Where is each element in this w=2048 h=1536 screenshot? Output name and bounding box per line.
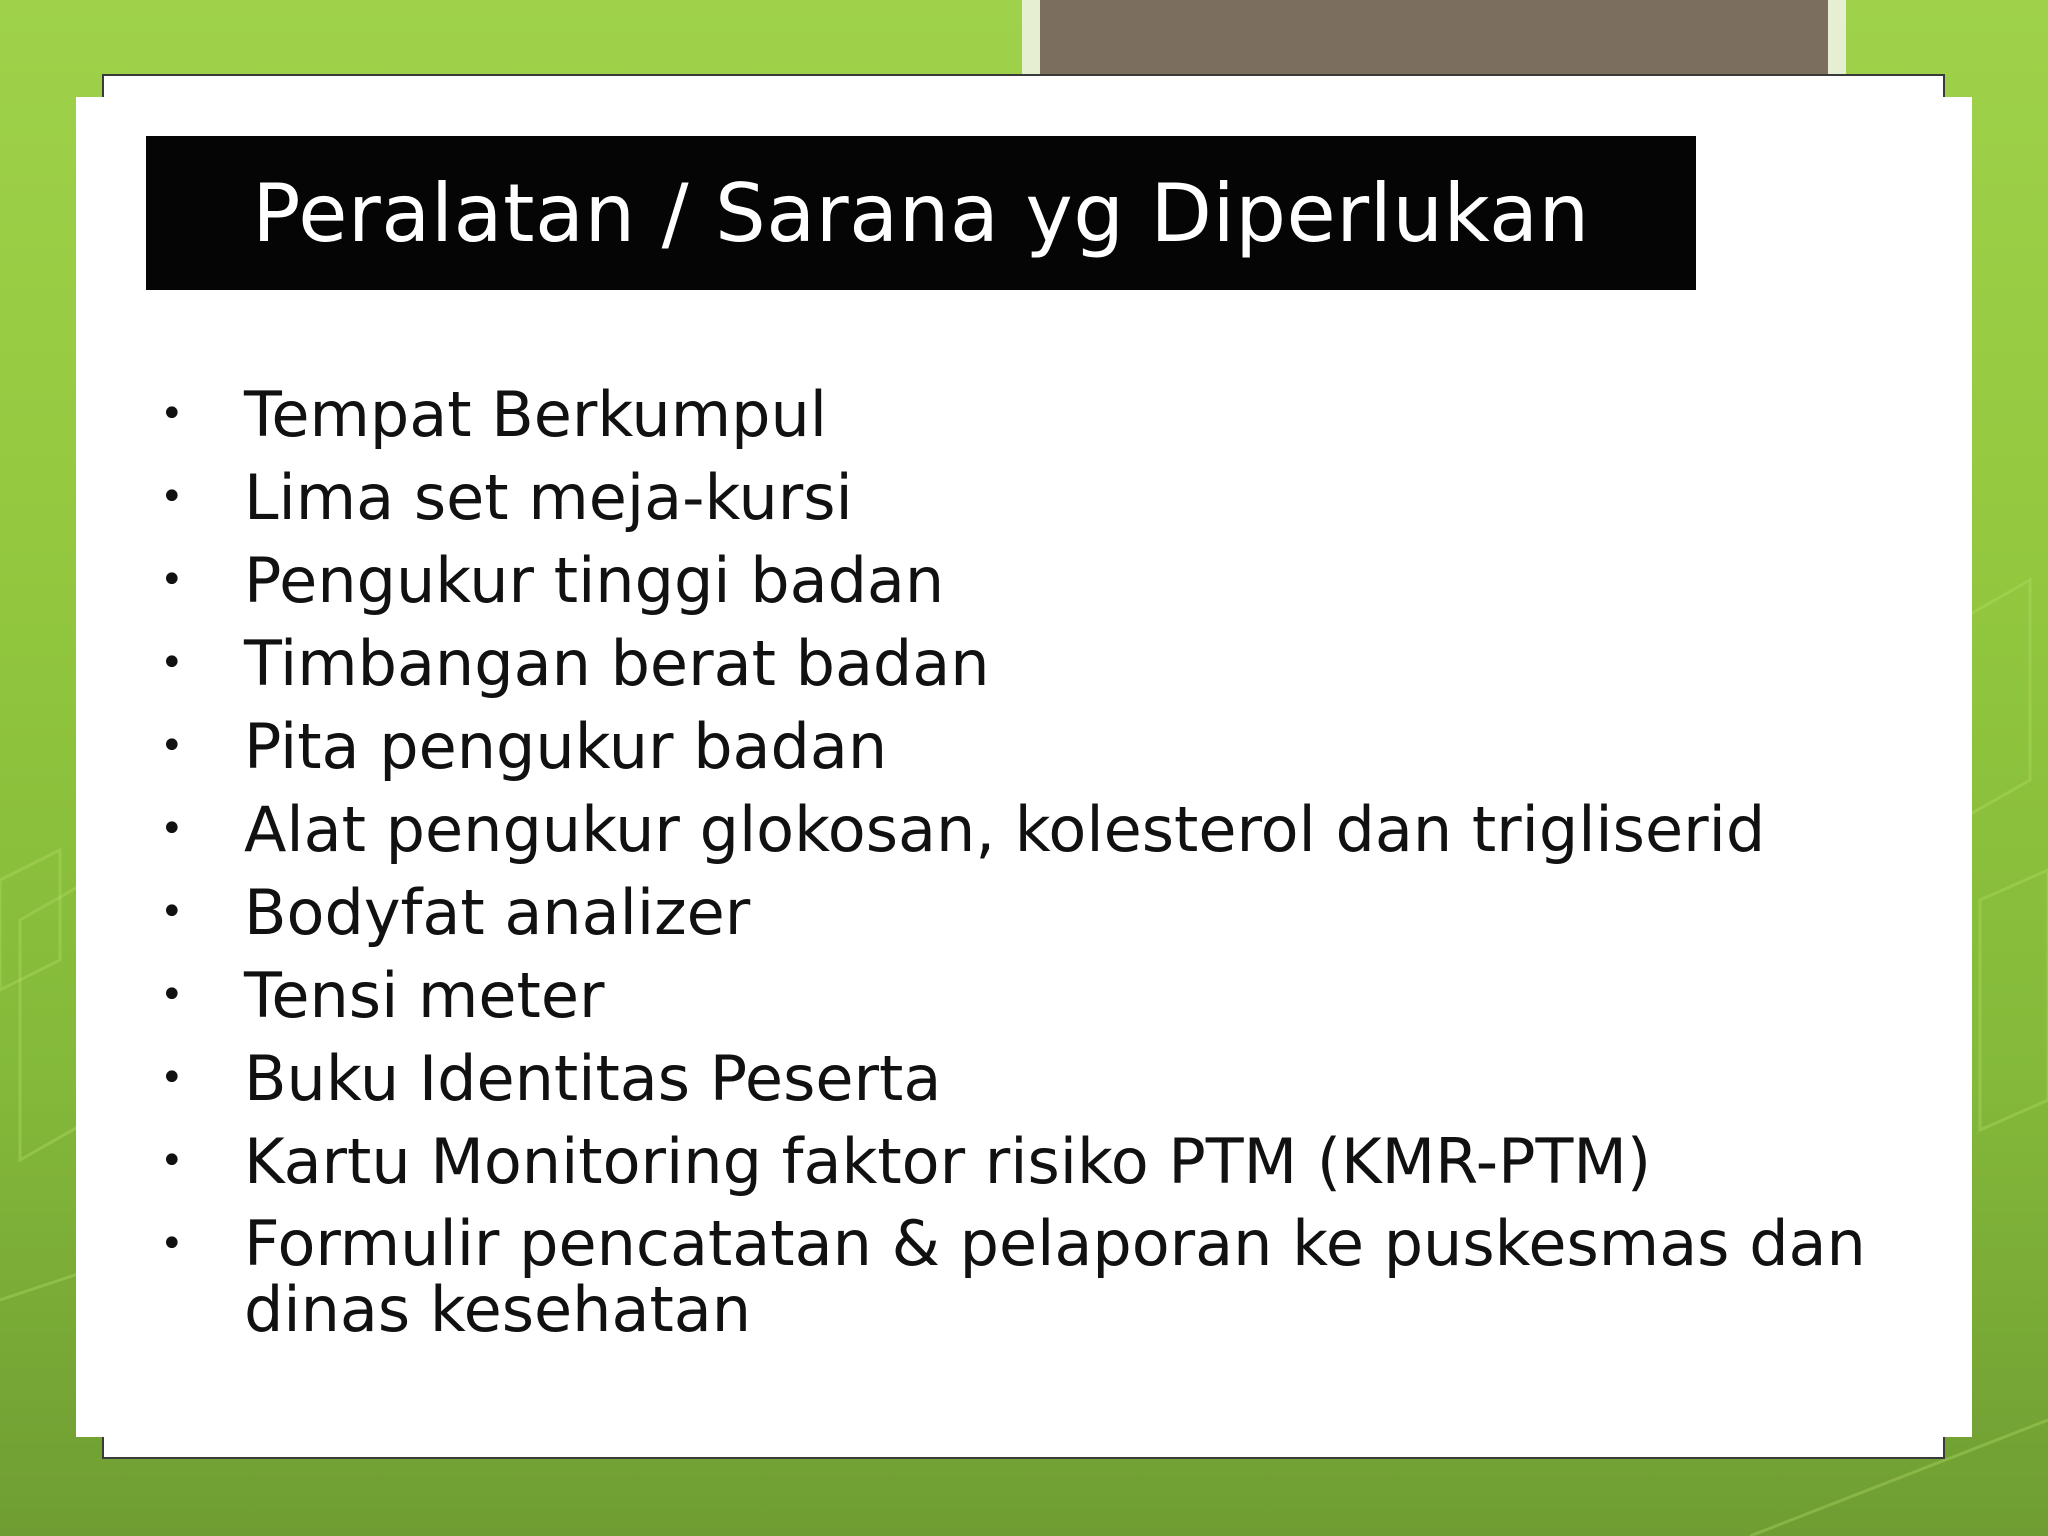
slide-content xyxy=(76,97,1972,1437)
list-item-text: Alat pengukur glokosan, kolesterol dan trigliserid xyxy=(244,793,1766,866)
equipment-list xyxy=(160,373,1950,1346)
list-item xyxy=(160,1120,1950,1203)
bullet-icon: • xyxy=(160,640,184,686)
list-item-text: Pengukur tinggi badan xyxy=(244,544,945,617)
bullet-icon: • xyxy=(160,723,184,769)
list-item xyxy=(160,539,1950,622)
list-item-text: Timbangan berat badan xyxy=(244,627,990,700)
title-bar xyxy=(146,136,1696,290)
list-item xyxy=(160,456,1950,539)
bullet-icon: • xyxy=(160,1055,184,1101)
list-item-text: Pita pengukur badan xyxy=(244,710,888,783)
bullet-icon: • xyxy=(160,557,184,603)
list-item-text: Tempat Berkumpul xyxy=(244,378,827,451)
list-item xyxy=(160,1037,1950,1120)
list-item xyxy=(160,788,1950,871)
bullet-icon: • xyxy=(160,889,184,935)
list-item-text: Buku Identitas Peserta xyxy=(244,1042,942,1115)
bullet-icon: • xyxy=(160,391,184,437)
list-item-text: Lima set meja-kursi xyxy=(244,461,853,534)
bullet-icon: • xyxy=(160,806,184,852)
list-item-text: Bodyfat analizer xyxy=(244,876,751,949)
list-item xyxy=(160,1207,1950,1346)
list-item xyxy=(160,871,1950,954)
list-item-text: Formulir pencatatan & pelaporan ke puskesmas dan dinas kesehatan xyxy=(244,1207,1866,1346)
bullet-icon: • xyxy=(160,972,184,1018)
slide-title: Peralatan / Sarana yg Diperlukan xyxy=(252,166,1590,260)
bullet-icon: • xyxy=(160,474,184,520)
bullet-icon: • xyxy=(160,1138,184,1184)
list-item xyxy=(160,622,1950,705)
list-item xyxy=(160,954,1950,1037)
list-item-text: Kartu Monitoring faktor risiko PTM (KMR-PTM) xyxy=(244,1125,1652,1198)
list-item xyxy=(160,705,1950,788)
list-item xyxy=(160,373,1950,456)
list-item-text: Tensi meter xyxy=(244,959,605,1032)
bullet-icon: • xyxy=(160,1221,184,1267)
